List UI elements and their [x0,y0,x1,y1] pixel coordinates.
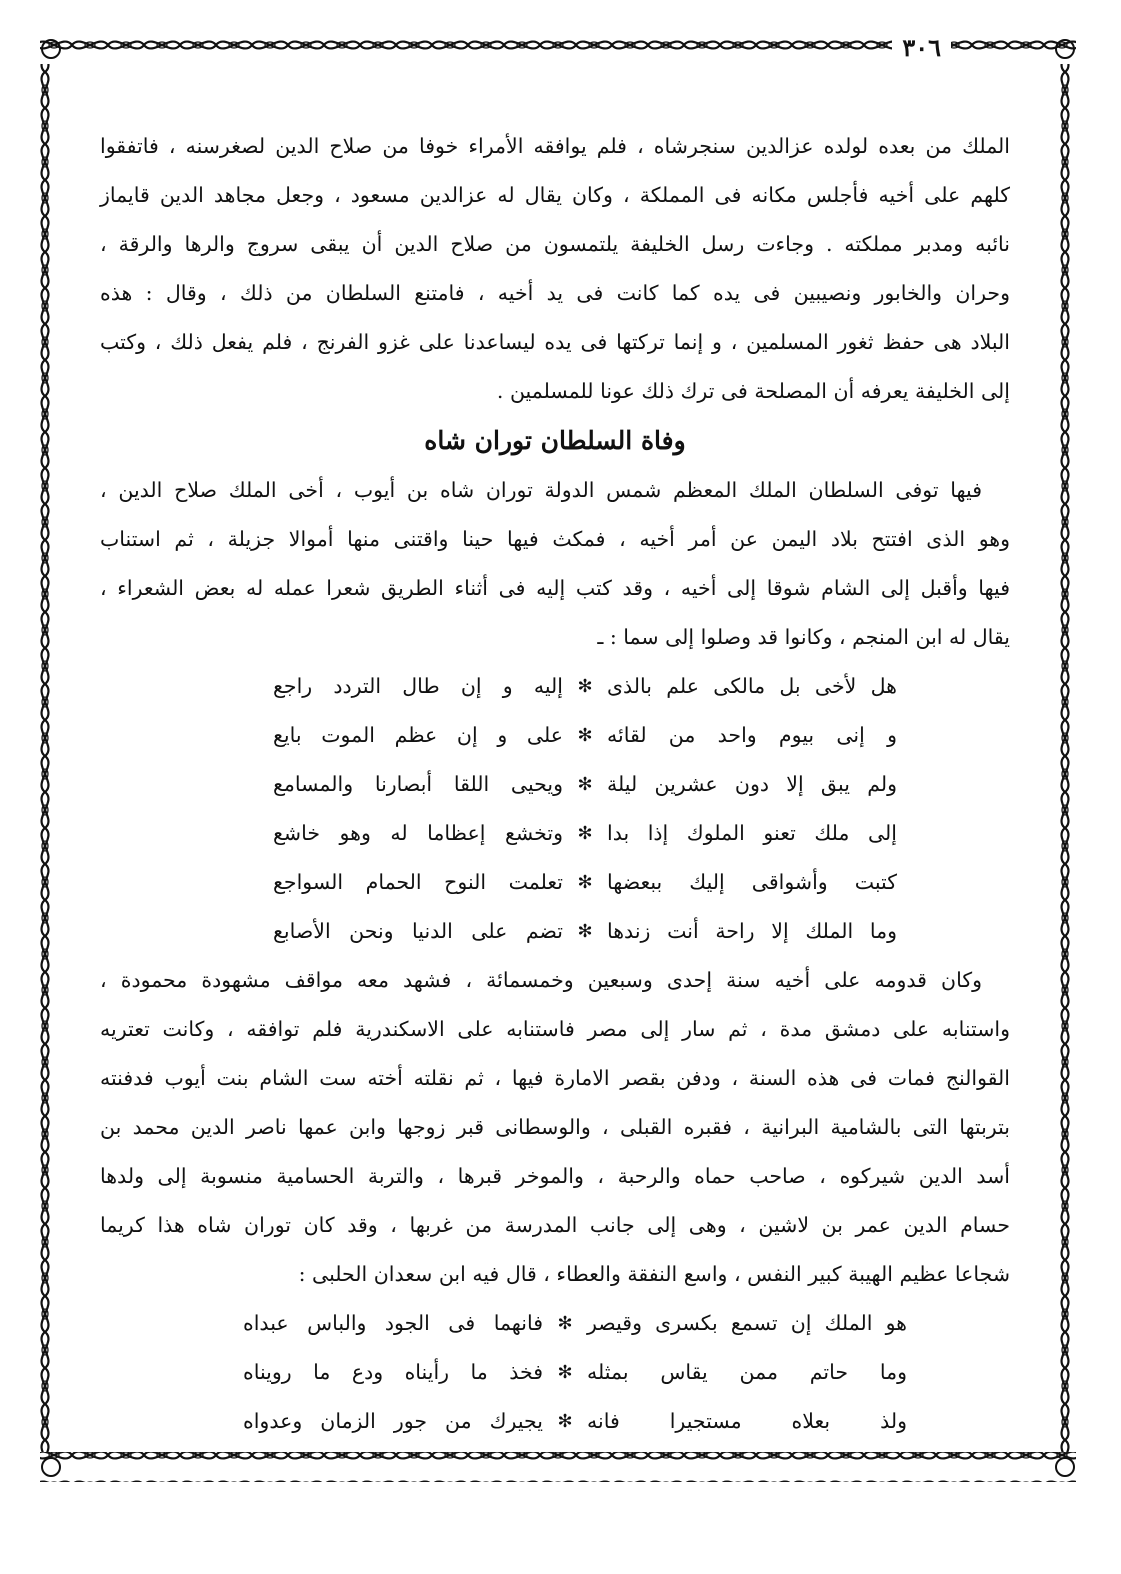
text-line: البلاد هى حفظ ثغور المسلمين ، و إنما تركتها فى يده ليساعدنا على غزو الفرنج ، فلم يفعل ذلك ، وكتب [100,330,1010,354]
verse-separator-icon: ✻ [577,676,593,697]
verse-separator-icon: ✻ [557,1411,573,1432]
verse-first-hemistich: إلى ملك تعنو الملوك إذا بدا [607,821,897,845]
text-line: الملك من بعده لولده عزالدين سنجرشاه ، فلم يوافقه الأمراء خوفا من صلاح الدين لصغرسنه ، فاتفقوا [100,134,1010,158]
text-line: حسام الدين عمر بن لاشين ، وهى إلى جانب المدرسة من غربها ، وقد كان توران شاه هذا كريما [100,1213,1010,1237]
text-line: بتربتها التى بالشامية البرانية ، فقبره القبلى ، والوسطانى قبر زوجها وابن عمها ناصر الدين محمد بن [100,1115,1010,1139]
verse-first-hemistich: هل لأخى بل مالكى علم بالذى [607,674,897,698]
verse-second-hemistich: فانهما فى الجود والباس عبداه [243,1311,543,1335]
verse-separator-icon: ✻ [557,1313,573,1334]
poem-verse [100,1299,1010,1348]
verse-second-hemistich: تعلمت النوح الحمام السواجع [273,870,563,894]
text-line: فيها توفى السلطان الملك المعظم شمس الدولة توران شاه بن أيوب ، أخى الملك صلاح الدين ، [100,478,982,502]
text-line: فيها وأقبل إلى الشام شوقا إلى أخيه ، وقد كتب إليه فى أثناء الطريق شعرا عمله له بعض الشعراء ، [100,576,1010,600]
verse-separator-icon: ✻ [577,725,593,746]
poem-verse [100,1348,1010,1397]
verse-second-hemistich: إليه و إن طال التردد راجع [273,674,563,698]
verse-second-hemistich: ويحيى اللقا أبصارنا والمسامع [273,772,563,796]
verse-second-hemistich: فخذ ما رأيناه ودع ما رويناه [243,1360,543,1384]
text-line: وكان قدومه على أخيه سنة إحدى وسبعين وخمسمائة ، فشهد معه مواقف مشهودة محمودة ، [100,968,982,992]
section-heading: وفاة السلطان توران شاه [424,426,686,455]
text-line: إلى الخليفة يعرفه أن المصلحة فى ترك ذلك عونا للمسلمين . [496,379,1010,403]
verse-separator-icon: ✻ [557,1362,573,1383]
verse-separator-icon: ✻ [577,872,593,893]
verse-first-hemistich: كتبت وأشواقى إليك ببعضها [607,870,897,894]
text-line: وحران والخابور ونصيبين فى يده كما كانت فى يد أخيه ، فامتنع السلطان من ذلك ، وقال : هذه [100,281,1010,305]
poem-ibn-al-munajjim [100,662,1010,956]
frame-bottom [40,1452,1076,1482]
paragraph-1 [100,122,1010,416]
text-line: نائبه ومدبر مملكته . وجاءت رسل الخليفة يلتمسون من صلاح الدين أن يبقى سروج والرها والرقة ، [100,232,1010,256]
verse-first-hemistich: و إنى بيوم واحد من لقائه [607,723,897,747]
verse-second-hemistich: على و إن عظم الموت بايع [273,723,563,747]
frame-left [36,64,66,1452]
verse-second-hemistich: تضم على الدنيا ونحن الأصابع [273,919,563,943]
poem-verse [100,711,1010,760]
verse-first-hemistich: وما الملك إلا راحة أنت زندها [607,919,897,943]
poem-verse [100,760,1010,809]
text-line: يقال له ابن المنجم ، وكانوا قد وصلوا إلى سما : ـ [597,625,1010,649]
poem-verse [100,1397,1010,1446]
verse-separator-icon: ✻ [577,921,593,942]
verse-first-hemistich: ولذ بعلاه مستجيرا فانه [587,1409,907,1433]
text-line: واستنابه على دمشق مدة ، ثم سار إلى مصر فاستنابه على الاسكندرية فلم توافقه ، وكانت تعتريه [100,1017,1010,1041]
verse-separator-icon: ✻ [577,774,593,795]
frame-right [1050,64,1080,1452]
verse-first-hemistich: هو الملك إن تسمع بكسرى وقيصر [587,1311,907,1335]
verse-second-hemistich: وتخشع إعظاما له وهو خاشع [273,821,563,845]
paragraph-2 [100,466,1010,662]
paragraph-3 [100,956,1010,1299]
poem-verse [100,858,1010,907]
verse-first-hemistich: ولم يبق إلا دون عشرين ليلة [607,772,897,796]
verse-first-hemistich: وما حاتم ممن يقاس بمثله [587,1360,907,1384]
text-line: كلهم على أخيه فأجلس مكانه فى المملكة ، وكان يقال له عزالدين مسعود ، وجعل مجاهد الدين قايماز [100,183,1010,207]
page-number: ٣٠٦ [892,33,951,63]
verse-second-hemistich: يجيرك من جور الزمان وعدواه [243,1409,543,1433]
text-line: أسد الدين شيركوه ، صاحب حماه والرحبة ، والموخر قبرها ، والتربة الحسامية منسوبة إلى ولدها [100,1164,1010,1188]
poem-verse [100,662,1010,711]
verse-separator-icon: ✻ [577,823,593,844]
poem-verse [100,907,1010,956]
poem-ibn-sadan [100,1299,1010,1446]
page-content [100,122,1010,1446]
text-line: وهو الذى افتتح بلاد اليمن عن أمر أخيه ، فمكث فيها حينا واقتنى منها أموالا جزيلة ، ثم استناب [100,527,1010,551]
poem-verse [100,809,1010,858]
text-line: شجاعا عظيم الهيبة كبير النفس ، واسع النفقة والعطاء ، قال فيه ابن سعدان الحلبى : [298,1262,1010,1286]
text-line: القوالنج فمات فى هذه السنة ، ودفن بقصر الامارة فيها ، ثم نقلته أخته ست الشام بنت أيوب فدفنته [100,1066,1010,1090]
